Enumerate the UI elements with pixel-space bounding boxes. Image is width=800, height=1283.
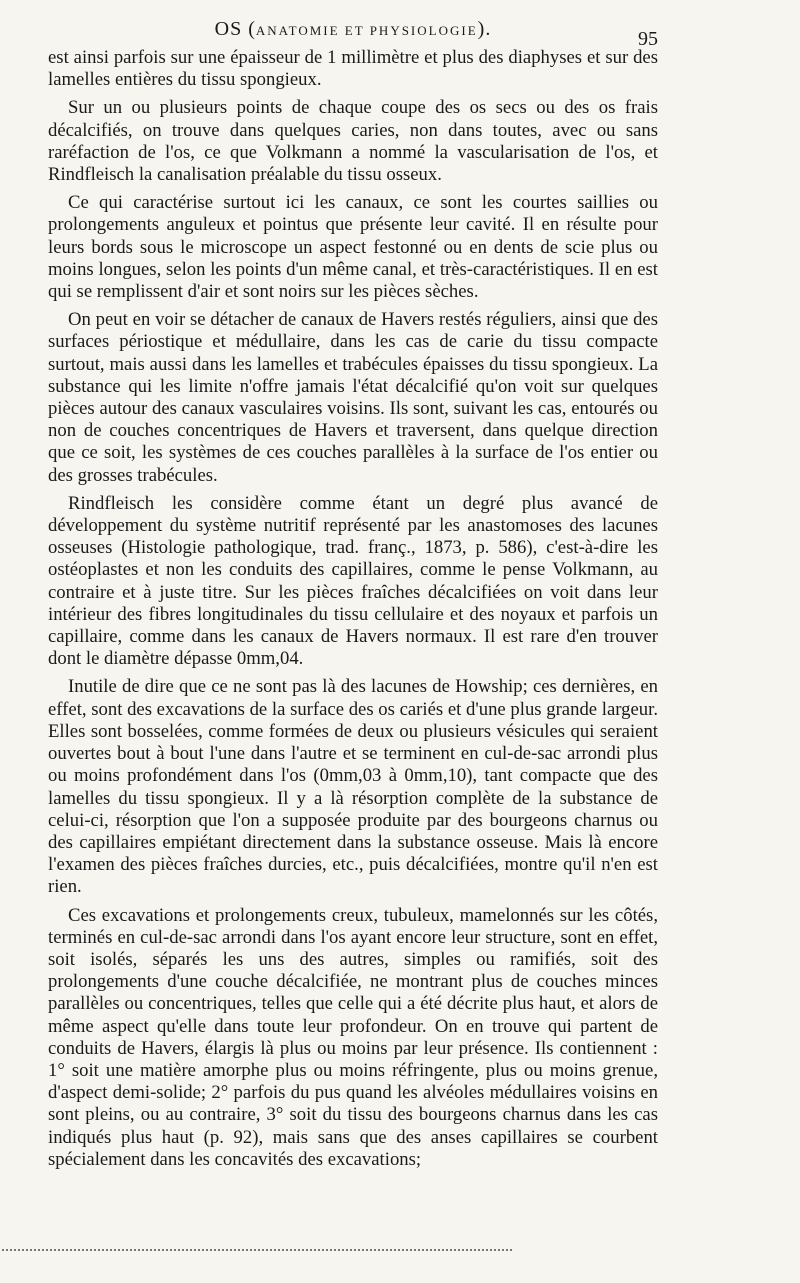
- page-number: 95: [638, 28, 658, 50]
- header-title-main: OS (: [214, 18, 256, 40]
- running-header: [48, 18, 658, 41]
- paragraph-4: On peut en voir se détacher de canaux de Havers restés réguliers, ainsi que des surfaces périostique et médullaire, dans les cas de carie du tissu compacte surtout, mais aussi dans les lamelles et trabécules épaisses du tissu spongieux. La substance qui les limite n'offre jamais l'état décalcifié qu'on voit sur quelques pièces autour des canaux vasculaires voisins. Ils sont, suivant les cas, entourés ou non de couches concentriques de Havers et traversent, dans quelque direction que ce soit, les systèmes de ces couches parallèles à la surface de l'os entier ou des grosses trabécules.: [48, 309, 658, 486]
- paragraph-6: Inutile de dire que ce ne sont pas là des lacunes de Howship; ces dernières, en effet, sont des excavations de la surface des os cariés et d'une plus grande largeur. Elles sont bosselées, comme formées de deux ou plusieurs vésicules qui seraient ouvertes bout à bout l'une dans l'autre et se terminent en cul-de-sac arrondi plus ou moins profondément dans l'os (0mm,03 à 0mm,10), tant compacte que des lamelles du tissu spongieux. Il y a là résorption complète de la substance de celui-ci, résorption que l'on a supposée produite par des bourgeons charnus ou des capillaires empiétant directement dans la substance osseuse. Mais là encore l'examen des pièces fraîches durcies, etc., puis décalcifiées, montre qu'il n'en est rien.: [48, 676, 658, 898]
- body-text: [48, 47, 658, 1177]
- footer-rule: [2, 1249, 512, 1251]
- header-title-close: ).: [477, 18, 492, 40]
- paragraph-3: Ce qui caractérise surtout ici les canaux, ce sont les courtes saillies ou prolongements anguleux et pointus que présente leur cavité. Il en résulte pour leurs bords sous le microscope un aspect festonné ou en dents de scie plus ou moins longues, selon les points d'un même canal, et très-caractéristiques. Il en est qui se remplissent d'air et sont noirs sur les pièces sèches.: [48, 192, 658, 303]
- header-title-small: ANATOMIE ET PHYSIOLOGIE: [255, 23, 478, 38]
- paragraph-1: est ainsi parfois sur une épaisseur de 1 millimètre et plus des diaphyses et sur des lamelles entières du tissu spongieux.: [48, 47, 658, 91]
- paragraph-7: Ces excavations et prolongements creux, tubuleux, mamelonnés sur les côtés, terminés en cul-de-sac arrondi dans l'os ayant encore leur structure, sont en effet, soit isolés, séparés les uns des autres, simples ou ramifiés, soit des prolongements d'une couche décalcifiée, ne montrant plus de couches minces parallèles ou concentriques, telles que celle qui a été décrite plus haut, et alors de même aspect qu'elle dans toute leur profondeur. On en trouve qui partent de conduits de Havers, élargis là plus ou moins par leur présence. Ils contiennent : 1° soit une matière amorphe plus ou moins réfringente, plus ou moins grenue, d'aspect demi-solide; 2° parfois du pus quand les alvéoles médullaires voisins en sont pleins, ou au contraire, 3° soit du tissu des bourgeons charnus dans les cas indiqués plus haut (p. 92), mais sans que des anses capillaires se courbent spécialement dans les concavités des excavations;: [48, 904, 658, 1170]
- paragraph-2: Sur un ou plusieurs points de chaque coupe des os secs ou des os frais décalcifiés, on trouve dans quelques caries, non dans toutes, avec ou sans raréfaction de l'os, ce que Volkmann a nommé la vascularisation de l'os, et Rindfleisch la canalisation préalable du tissu osseux.: [48, 97, 658, 186]
- paragraph-5: Rindfleisch les considère comme étant un degré plus avancé de développement du système nutritif représenté par les anastomoses des lacunes osseuses (Histologie pathologique, trad. franç., 1873, p. 586), c'est-à-dire les ostéoplastes et non les conduits des capillaires, comme le pense Volkmann, au contraire et à juste titre. Sur les pièces fraîches décalcifiées on voit dans leur intérieur des fibres longitudinales du tissu cellulaire et des noyaux et parfois un capillaire, comme dans les canaux de Havers normaux. Il est rare d'en trouver dont le diamètre dépasse 0mm,04.: [48, 492, 658, 670]
